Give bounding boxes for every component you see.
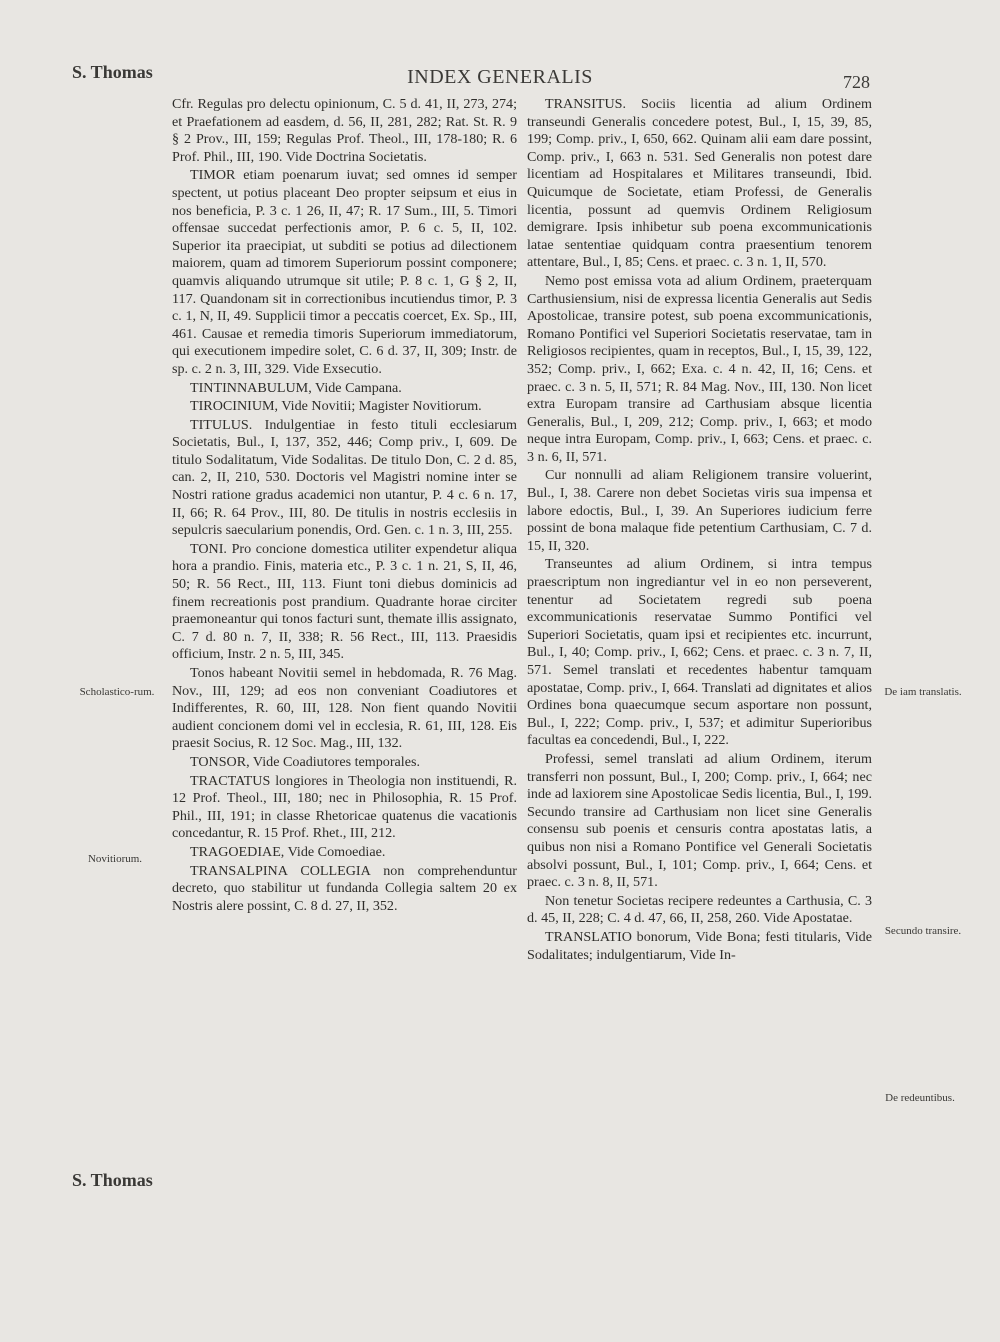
- entry-tractatus: TRACTATUS longiores in Theologia non instituendi, R. 12 Prof. Theol., III, 180; nec in Philosophia, R. 15 Prof. Phil., III, 191; in classe Rhetoricae quatenus die vacationis concedantur, R. 15 Prof. Rhet., III, 212.: [172, 772, 517, 842]
- entry-paragraph: Professi, semel translati ad alium Ordinem, iterum transferri non possunt, Bul., I, 200; Comp. priv., I, 664; nec inde ad laxiorem sine Apostolicae Sedis licentia, Bul., I, 199. Secundo transire ad Carthusiam non licet sine Generalis consensu sub poenis et censuris contra apostatas latis, a quibus non nisi a Romano Pontifice vel Generali Societatis absolvi possunt, Bul., I, 101; Comp. priv., I, 664; Cens. et praec. c. 3 n. 8, II, 571.: [527, 750, 872, 891]
- entry-paragraph: Cur nonnulli ad aliam Religionem transire voluerint, Bul., I, 38. Carere non debet Societas viris sua impensa et labore edoctis, Bul., I, 39. An Superiores iudicium ferre possint de bona malaque fide petentium Carthusiam, C. 7 d. 15, II, 320.: [527, 467, 872, 554]
- entry-tragoediae: TRAGOEDIAE, Vide Comoediae.: [190, 843, 386, 860]
- entry-titulus: TITULUS. Indulgentiae in festo tituli ecclesiarum Societatis, Bul., I, 137, 352, 446; Comp priv., I, 609. De titulo Sodalitatum, Vide Sodalitas. De titulo Don, C. 2 d. 85, can. 2, II, 210, 530. Doctoris vel Magistri nomine inter se Nostri ratione gradus academici non utantur, P. 4 c. 6 n. 17, II, 66; R. 64 Prov., III, 80. De titulis in nostris ecclesiis in sepulcris saecularium ponendis, Ord. Gen. c. 1 n. 3, III, 255.: [172, 416, 517, 539]
- entry-tintinnabulum: TINTINNABULUM, Vide Campana.: [190, 379, 402, 396]
- entry-paragraph: Non tenetur Societas recipere redeuntes a Carthusia, C. 3 d. 45, II, 228; C. 4 d. 47, 66, II, 258, 260. Vide Apostatae.: [527, 892, 872, 927]
- corner-label-bottom: S. Thomas: [72, 1170, 153, 1190]
- entry-tirocinium: TIROCINIUM, Vide Novitii; Magister Novitiorum.: [190, 398, 482, 415]
- entry-toni-novitii: Tonos habeant Novitii semel in hebdomada, R. 76 Mag. Nov., III, 129; ad eos non conveniant Coadiutores et Indifferentes, R. 60, III, 128. Non fient quando Novitii audient concionem domi vel in ecclesia, R. 61, III, 128. Eis praesit Socius, R. 12 Soc. Mag., III, 132.: [172, 665, 517, 752]
- entry-paragraph: Transeuntes ad alium Ordinem, si intra tempus praescriptum non ingrediantur vel in eo non perseverent, tenentur ad Societatem regredi sub poena excommunicationis reservatae Summo Pontifici vel Superiori Societatis, quam ipsi et recipientes etc. incurrunt, Bul., I, 40; Comp. priv., I, 662; Cens. et praec. c. 3 n. 7, II, 571. Semel translati et recedentes habentur tamquam apostatae, Comp. priv., I, 664. Translati ad dignitates et alios Ordines bona quaecumque secum asportare non possunt, Bul., I, 222; Comp. priv., I, 537; et adimitur Superioribus facultas ea concedendi, Bul., I, 222.: [527, 556, 872, 749]
- entry-paragraph: Nemo post emissa vota ad alium Ordinem, praeterquam Carthusiensium, nisi de expressa licentia Generalis aut Sedis Apostolicae, transire potest, sub poena excommunicationis, Romano Pontifici vel Superiori Societatis reservatae, tam in Religiosos recipientes, quam in receptos, Bul., I, 15, 39, 122, 352; Comp. priv., I, 662; Exa. c. 4 n. 42, II, 16; Cens. et praec. c. 3 n. 5, II, 571; R. 84 Mag. Nov., III, 130. Non licet extra Europam transire ad Carthusiam absque licentia Generalis, Bul., I, 209, 212; Comp. priv., I, 663; et modo neque intra Europam, Comp. priv., I, 663; Cens. et praec. c. 3 n. 6, II, 571.: [527, 272, 872, 465]
- entry-paragraph: Cfr. Regulas pro delectu opinionum, C. 5 d. 41, II, 273, 274; et Praefationem ad easdem, d. 56, II, 281, 282; Rat. St. R. 9 § 2 Prov., III, 159; Regulas Prof. Theol., III, 178-180; R. 6 Prof. Phil., III, 190. Vide Doctrina Societatis.: [172, 96, 517, 165]
- entry-transalpina-collegia: TRANSALPINA COLLEGIA non comprehenduntur decreto, quo stabilitur ut fundanda Collegia saltem 20 ex Nostris alere possint, C. 8 d. 27, II, 352.: [172, 862, 517, 914]
- entry-tonsor: TONSOR, Vide Coadiutores temporales.: [190, 753, 420, 770]
- margin-note-secundo-transire: Secundo transire.: [884, 925, 962, 937]
- right-column: [527, 96, 872, 964]
- margin-note-scholasticorum: Scholastico-rum.: [79, 686, 155, 698]
- running-title: INDEX GENERALIS: [407, 66, 593, 88]
- corner-label-top: S. Thomas: [72, 62, 153, 82]
- page-number: 728: [843, 72, 870, 92]
- left-column: [172, 96, 517, 915]
- entry-toni: TONI. Pro concione domestica utiliter expendetur aliqua hora a prandio. Finis, materia etc., P. 3 c. 1 n. 21, S, II, 46, 50; R. 56 Rect., III, 113. Fiunt toni diebus dominicis ad finem recreationis post prandium. Quadrante horae circiter praemoneantur qui tonos facturi sunt, themate illis assignato, C. 7 d. 80 n. 7, II, 338; R. 56 Rect., III, 113. Praesidis officium, Instr. 2 n. 5, III, 345.: [172, 540, 517, 663]
- entry-translatio: TRANSLATIO bonorum, Vide Bona; festi titularis, Vide Sodalitates; indulgentiarum, Vide In-: [527, 928, 872, 963]
- entry-transitus: TRANSITUS. Sociis licentia ad alium Ordinem transeundi Generalis concedere potest, Bul., I, 15, 39, 85, 199; Comp. priv., I, 650, 662. Quinam alii eam dare possint, Comp. priv., I, 663 n. 531. Sed Generalis non potest dare licentiam ad Hospitalares et Militares transeundi, Ibid. Quicumque de Societate, etiam Professi, de Generalis licentia, possunt ad quemvis Ordinem Religiosum demigrare. Ipsis inhibetur sub poena excommunicationis latae sententiae quidquam contra praesentium tenorem attentare, Bul., I, 85; Cens. et praec. c. 3 n. 1, II, 570.: [527, 96, 872, 271]
- margin-note-de-iam-translatis: De iam translatis.: [884, 686, 962, 698]
- entry-timor: TIMOR etiam poenarum iuvat; sed omnes id semper spectent, ut potius placeant Deo propter seipsum et eius in nos beneficia, P. 3 c. 1 26, II, 47; R. 17 Sum., III, 5. Timori offensae succedat perfectionis amor, P. 6 c. 5, II, 102. Superior ita praecipiat, ut subditi se potius ad dilectionem maiorem, quam ad timorem Superiorum possint componere; quamvis aliquando utrumque sit utile; P. 8 c. 1, G § 2, II, 117. Quandonam sit in correctionibus incutiendus timor, P. 3 c. 1, N, II, 49. Supplicii timor a peccatis coercet, Ex. Sp., III, 461. Causae et remedia timoris Superiorum immediatorum, qui executionem impedire solet, C. 6 d. 37, II, 309; Instr. de sp. c. 2 n. 3, III, 329. Vide Exsecutio.: [172, 167, 517, 377]
- margin-note-de-redeuntibus: De redeuntibus.: [885, 1092, 955, 1104]
- margin-note-novitiorum: Novitiorum.: [87, 853, 143, 865]
